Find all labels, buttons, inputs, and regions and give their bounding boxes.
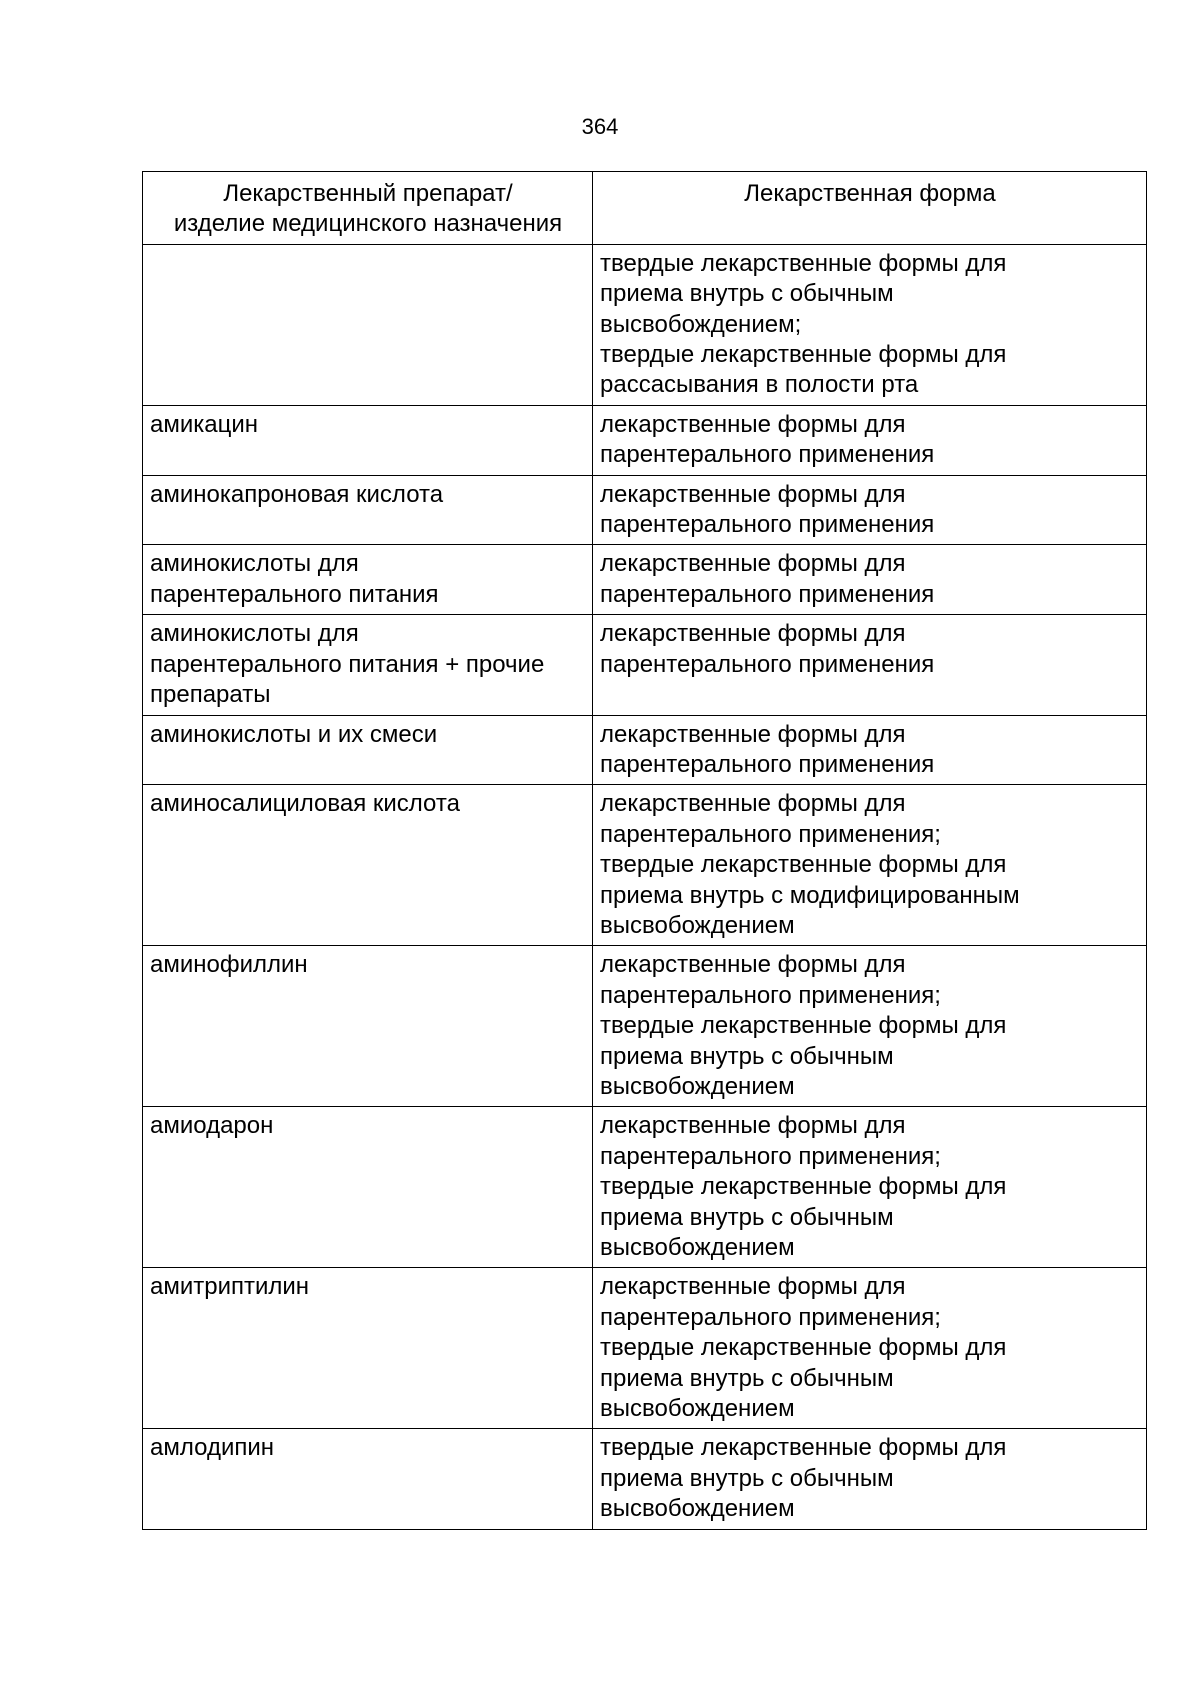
form-cell: лекарственные формы для парентерального применения [593,545,1147,615]
drug-cell: амлодипин [143,1429,593,1529]
form-cell: лекарственные формы для парентерального применения; твердые лекарственные формы для приема внутрь с обычным высвобождением [593,1107,1147,1268]
form-cell: лекарственные формы для парентерального применения [593,715,1147,785]
table-row [143,405,1147,475]
form-cell: лекарственные формы для парентерального применения [593,475,1147,545]
form-cell: лекарственные формы для парентерального применения; твердые лекарственные формы для приема внутрь с обычным высвобождением [593,946,1147,1107]
drug-cell: амиодарон [143,1107,593,1268]
table-row [143,1107,1147,1268]
drug-cell: аминосалициловая кислота [143,785,593,946]
form-cell: лекарственные формы для парентерального применения [593,615,1147,715]
table-row [143,1268,1147,1429]
drug-cell: аминокислоты для парентерального питания [143,545,593,615]
drug-table [142,171,1147,1530]
drug-cell: амикацин [143,405,593,475]
drug-cell: аминокислоты и их смеси [143,715,593,785]
column-header-form: Лекарственная форма [593,172,1147,245]
form-cell: твердые лекарственные формы для приема внутрь с обычным высвобождением [593,1429,1147,1529]
drug-cell: аминокапроновая кислота [143,475,593,545]
table-row [143,244,1147,405]
drug-cell: аминофиллин [143,946,593,1107]
form-cell: лекарственные формы для парентерального применения; твердые лекарственные формы для приема внутрь с модифицированным высвобождением [593,785,1147,946]
table-header-row [143,172,1147,245]
table-row [143,545,1147,615]
table-row [143,715,1147,785]
table-row [143,785,1147,946]
table-row [143,1429,1147,1529]
form-cell: лекарственные формы для парентерального применения; твердые лекарственные формы для приема внутрь с обычным высвобождением [593,1268,1147,1429]
page-number: 364 [581,114,619,139]
form-cell: твердые лекарственные формы для приема внутрь с обычным высвобождением; твердые лекарственные формы для рассасывания в полости рта [593,244,1147,405]
form-cell: лекарственные формы для парентерального применения [593,405,1147,475]
table-row [143,615,1147,715]
drug-cell: амитриптилин [143,1268,593,1429]
table-row [143,946,1147,1107]
drug-cell: аминокислоты для парентерального питания + прочие препараты [143,615,593,715]
column-header-drug: Лекарственный препарат/ изделие медицинского назначения [143,172,593,245]
table-row [143,475,1147,545]
drug-cell [143,244,593,405]
